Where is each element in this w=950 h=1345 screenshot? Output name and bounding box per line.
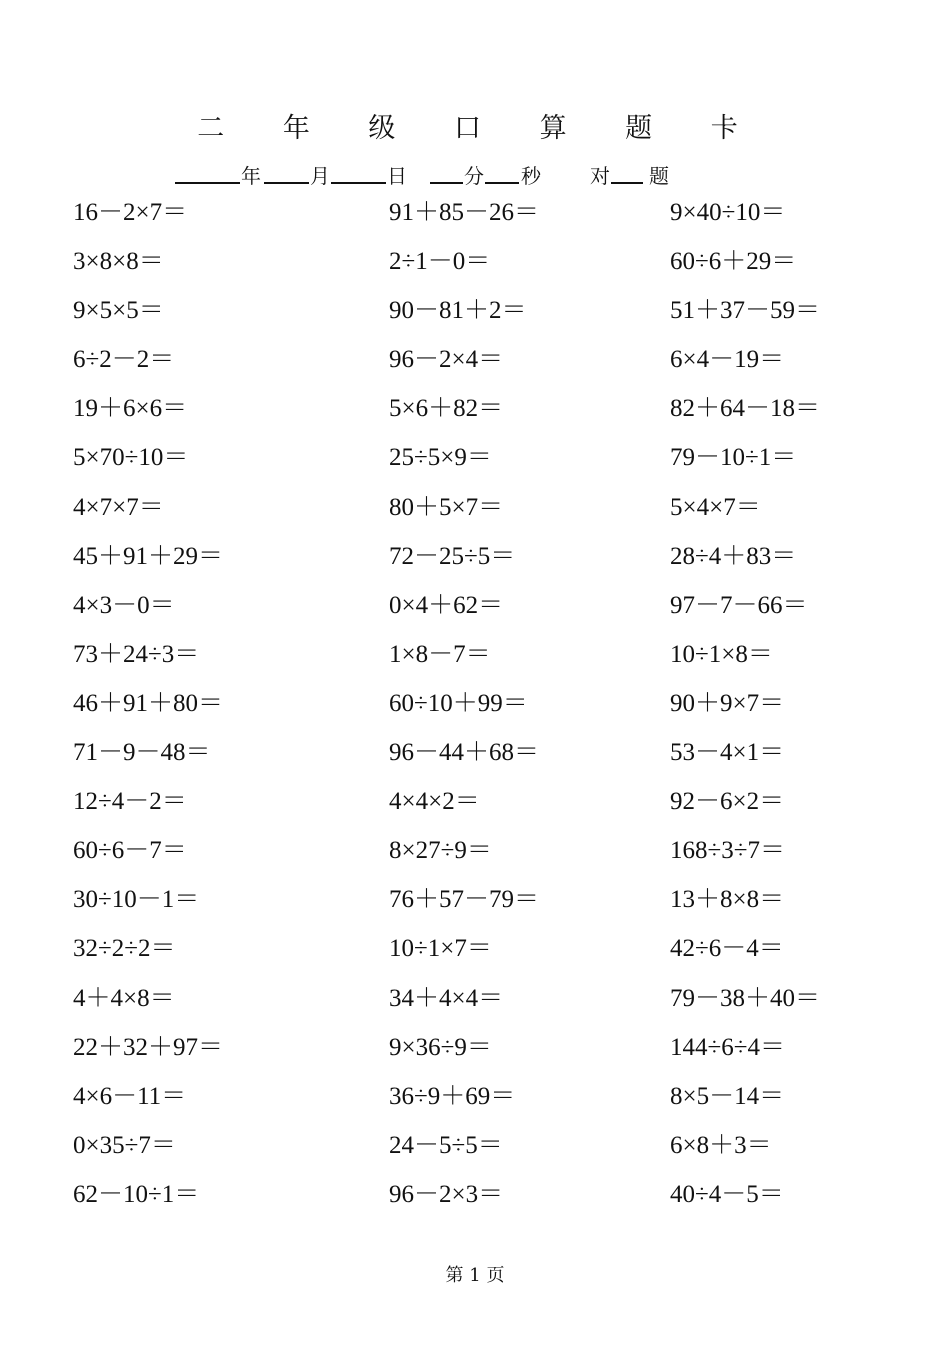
problem-item: 97－7－66＝ <box>670 591 808 619</box>
second-blank[interactable] <box>485 156 519 184</box>
problem-item: 80＋5×7＝ <box>389 493 504 521</box>
answer-header <box>175 156 895 190</box>
problem-item: 168÷3÷7＝ <box>670 837 785 865</box>
page-title: 二 年 级 口 算 题 卡 <box>197 113 763 144</box>
problem-item: 60÷6＋29＝ <box>670 248 797 276</box>
problem-item: 10÷1×7＝ <box>389 935 492 963</box>
problem-item: 28÷4＋83＝ <box>670 542 797 570</box>
problem-row <box>0 736 950 785</box>
problem-item: 82＋64－18＝ <box>670 395 821 423</box>
problem-item: 144÷6÷4＝ <box>670 1033 785 1061</box>
problem-item: 4×4×2＝ <box>389 788 480 816</box>
problem-item: 6×4－19＝ <box>670 346 785 374</box>
problem-item: 9×40÷10＝ <box>670 199 786 226</box>
problem-item: 62－10÷1＝ <box>73 1180 200 1208</box>
problem-row <box>0 1031 950 1080</box>
problem-item: 5×4×7＝ <box>670 493 761 521</box>
problem-item: 90－81＋2＝ <box>389 297 527 325</box>
problem-item: 3×8×8＝ <box>73 248 164 276</box>
problem-row <box>0 589 950 638</box>
problem-item: 76＋57－79＝ <box>389 886 540 914</box>
problem-row <box>0 638 950 687</box>
problem-item: 5×70÷10＝ <box>73 444 189 472</box>
problem-row <box>0 883 950 932</box>
problem-item: 8×5－14＝ <box>670 1082 785 1110</box>
problem-item: 79－38＋40＝ <box>670 984 821 1012</box>
problem-row <box>0 1178 950 1227</box>
problem-item: 96－2×3＝ <box>389 1180 504 1208</box>
problem-item: 72－25÷5＝ <box>389 542 516 570</box>
problem-item: 45＋91＋29＝ <box>73 542 224 570</box>
problem-row <box>0 540 950 589</box>
problem-item: 4×7×7＝ <box>73 493 164 521</box>
problem-row <box>0 196 950 245</box>
problem-item: 0×35÷7＝ <box>73 1131 176 1159</box>
problem-row <box>0 982 950 1031</box>
problem-item: 5×6＋82＝ <box>389 395 504 423</box>
problem-row <box>0 491 950 540</box>
problem-item: 90＋9×7＝ <box>670 689 785 717</box>
problem-item: 96－44＋68＝ <box>389 739 540 767</box>
problem-item: 16－2×7＝ <box>73 199 188 226</box>
problem-item: 8×27÷9＝ <box>389 837 492 865</box>
problem-item: 10÷1×8＝ <box>670 640 773 668</box>
problem-item: 4＋4×8＝ <box>73 984 175 1012</box>
problem-item: 92－6×2＝ <box>670 788 785 816</box>
problem-item: 51＋37－59＝ <box>670 297 821 325</box>
problem-row <box>0 343 950 392</box>
minute-blank[interactable] <box>430 156 463 184</box>
problem-item: 36÷9＋69＝ <box>389 1082 516 1110</box>
problem-item: 0×4＋62＝ <box>389 591 504 619</box>
problem-item: 46＋91＋80＝ <box>73 689 224 717</box>
problem-item: 4×3－0＝ <box>73 591 175 619</box>
problem-item: 60÷10＋99＝ <box>389 689 528 717</box>
problem-item: 40÷4－5＝ <box>670 1180 784 1208</box>
problem-item: 60÷6－7＝ <box>73 837 187 865</box>
problem-row <box>0 932 950 981</box>
problem-item: 71－9－48＝ <box>73 739 211 767</box>
problem-item: 13＋8×8＝ <box>670 886 785 914</box>
problem-item: 96－2×4＝ <box>389 346 504 374</box>
page-number: 第 1 页 <box>445 1265 505 1286</box>
problem-row <box>0 1080 950 1129</box>
problem-item: 25÷5×9＝ <box>389 444 492 472</box>
problem-row <box>0 785 950 834</box>
year-blank[interactable] <box>175 156 240 184</box>
problem-item: 53－4×1＝ <box>670 739 785 767</box>
problem-item: 6×8＋3＝ <box>670 1131 772 1159</box>
problem-row <box>0 834 950 883</box>
problem-row <box>0 441 950 490</box>
problem-item: 6÷2－2＝ <box>73 346 175 374</box>
month-blank[interactable] <box>264 156 309 184</box>
year-label: 年 <box>241 164 261 188</box>
problem-item: 30÷10－1＝ <box>73 886 200 914</box>
problem-item: 1×8－7＝ <box>389 640 491 668</box>
month-label: 月 <box>310 164 330 188</box>
problem-item: 19＋6×6＝ <box>73 395 188 423</box>
problem-item: 42÷6－4＝ <box>670 935 784 963</box>
correct-label: 对 <box>590 164 610 188</box>
problem-grid <box>0 196 950 1227</box>
problem-item: 34＋4×4＝ <box>389 984 504 1012</box>
problem-row <box>0 245 950 294</box>
problem-item: 73＋24÷3＝ <box>73 640 200 668</box>
problem-item: 24－5÷5＝ <box>389 1131 503 1159</box>
day-blank[interactable] <box>331 156 386 184</box>
problem-item: 91＋85－26＝ <box>389 199 540 226</box>
problem-item: 32÷2÷2＝ <box>73 935 176 963</box>
problem-item: 22＋32＋97＝ <box>73 1033 224 1061</box>
problem-row <box>0 687 950 736</box>
second-label: 秒 <box>521 164 541 188</box>
correct-count-blank[interactable] <box>611 156 643 184</box>
problem-row <box>0 392 950 441</box>
problem-row <box>0 1129 950 1178</box>
problem-item: 4×6－11＝ <box>73 1082 187 1110</box>
day-label: 日 <box>387 164 407 188</box>
problem-item: 12÷4－2＝ <box>73 788 187 816</box>
problem-item: 9×36÷9＝ <box>389 1033 492 1061</box>
problem-item: 79－10÷1＝ <box>670 444 797 472</box>
problem-row <box>0 294 950 343</box>
problem-item: 9×5×5＝ <box>73 297 164 325</box>
problem-item: 2÷1－0＝ <box>389 248 491 276</box>
questions-label: 题 <box>649 164 669 188</box>
minute-label: 分 <box>464 164 484 188</box>
